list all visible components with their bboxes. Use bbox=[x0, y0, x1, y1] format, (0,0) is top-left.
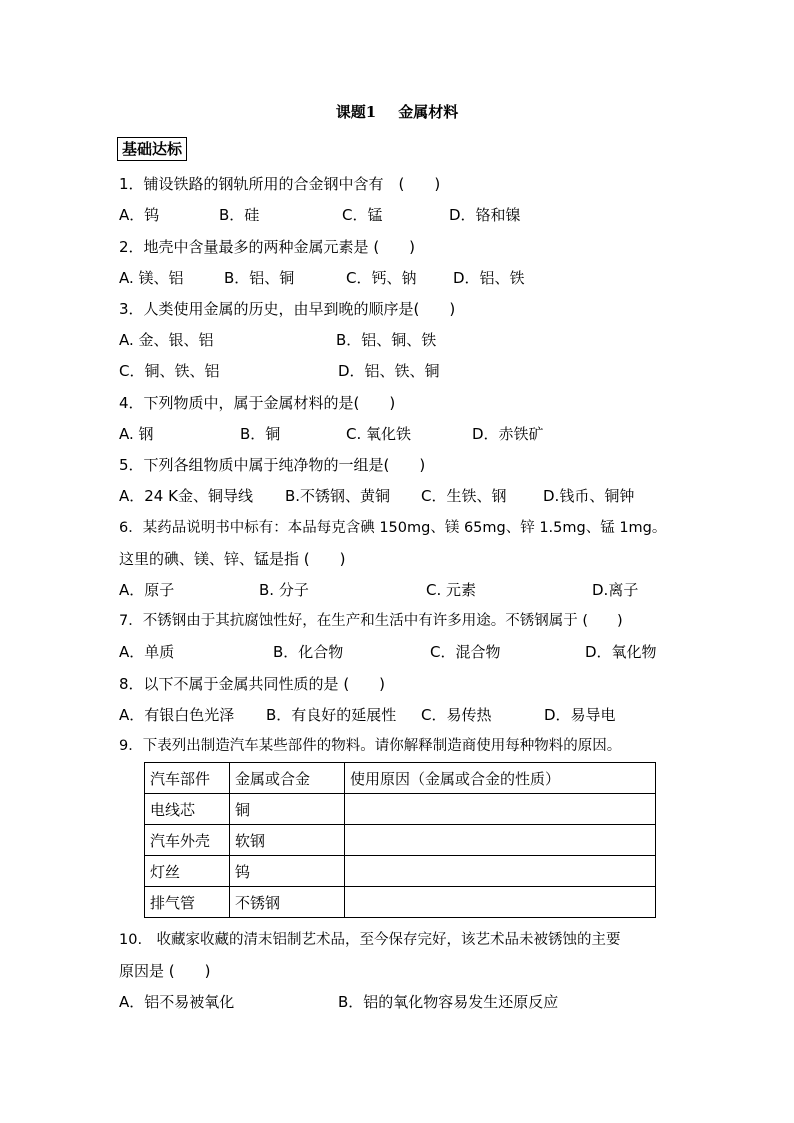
q6-option-b: B. 分子 bbox=[259, 581, 309, 599]
table-header: 汽车部件 bbox=[145, 763, 230, 794]
table-cell: 钨 bbox=[230, 856, 345, 887]
q5-option-c: C．生铁、钢 bbox=[421, 487, 507, 505]
table-row bbox=[145, 887, 656, 918]
table-cell: 电线芯 bbox=[145, 794, 230, 825]
q4-option-c: C. 氧化铁 bbox=[346, 425, 412, 443]
q2-option-d: D．铝、铁 bbox=[453, 269, 525, 287]
question-2: 2．地壳中含量最多的两种金属元素是 ( ) bbox=[119, 238, 416, 256]
q2-option-b: B．铝、铜 bbox=[224, 269, 295, 287]
table-cell-answer[interactable] bbox=[345, 825, 656, 856]
q7-option-a: A．单质 bbox=[119, 643, 175, 661]
table-cell-answer[interactable] bbox=[345, 887, 656, 918]
q6-option-d: D.离子 bbox=[592, 581, 639, 599]
q7-option-c: C．混合物 bbox=[430, 643, 501, 661]
q7-option-d: D．氧化物 bbox=[585, 643, 657, 661]
q5-option-a: A．24 K金、铜导线 bbox=[119, 487, 253, 505]
q8-option-c: C．易传热 bbox=[421, 706, 492, 724]
q3-option-b: B．铝、铜、铁 bbox=[336, 331, 437, 349]
q3-option-d: D．铝、铁、铜 bbox=[338, 362, 440, 380]
question-9: 9．下表列出制造汽车某些部件的物料。请你解释制造商使用每种物料的原因。 bbox=[119, 738, 622, 754]
q10-option-b: B．铝的氧化物容易发生还原反应 bbox=[338, 993, 559, 1011]
q1-option-c: C．锰 bbox=[342, 206, 383, 224]
q8-option-b: B．有良好的延展性 bbox=[266, 706, 397, 724]
q6-option-c: C. 元素 bbox=[426, 581, 477, 599]
q8-option-d: D．易导电 bbox=[544, 706, 616, 724]
table-cell-answer[interactable] bbox=[345, 794, 656, 825]
lesson-topic: 金属材料 bbox=[398, 103, 459, 121]
question-3: 3．人类使用金属的历史，由早到晚的顺序是( ) bbox=[119, 300, 456, 318]
question-6: 6．某药品说明书中标有：本品每克含碘 150mg、镁 65mg、锌 1.5mg、锰 1mg。 bbox=[119, 520, 667, 536]
question-5: 5．下列各组物质中属于纯净物的一组是( ) bbox=[119, 456, 426, 474]
table-header-row bbox=[145, 763, 656, 794]
question-10: 10. 收藏家收藏的清末铝制艺术品，至今保存完好，该艺术品未被锈蚀的主要 bbox=[119, 932, 621, 948]
q4-option-d: D．赤铁矿 bbox=[472, 425, 544, 443]
q8-option-a: A．有银白色光泽 bbox=[119, 706, 235, 724]
question-7: 7．不锈钢由于其抗腐蚀性好，在生产和生活中有许多用途。不锈钢属于 ( ) bbox=[119, 613, 623, 629]
table-cell: 软钢 bbox=[230, 825, 345, 856]
section-label: 基础达标 bbox=[117, 137, 187, 161]
lesson-number: 课题1 bbox=[335, 103, 377, 121]
question-1: 1．铺设铁路的钢轨所用的合金钢中含有 ( ) bbox=[119, 175, 441, 193]
q6-option-a: A．原子 bbox=[119, 581, 175, 599]
table-header: 金属或合金 bbox=[230, 763, 345, 794]
table-cell: 不锈钢 bbox=[230, 887, 345, 918]
table-row bbox=[145, 794, 656, 825]
parts-table bbox=[144, 762, 656, 918]
table-cell-answer[interactable] bbox=[345, 856, 656, 887]
q1-option-b: B．硅 bbox=[219, 206, 260, 224]
table-cell: 汽车外壳 bbox=[145, 825, 230, 856]
q5-option-d: D.钱币、铜钟 bbox=[543, 487, 635, 505]
q1-option-d: D．铬和镍 bbox=[449, 206, 521, 224]
q3-option-a: A. 金、银、铝 bbox=[119, 331, 214, 349]
table-row bbox=[145, 856, 656, 887]
q1-option-a: A．钨 bbox=[119, 206, 160, 224]
q7-option-b: B．化合物 bbox=[273, 643, 344, 661]
question-4: 4．下列物质中，属于金属材料的是( ) bbox=[119, 394, 396, 412]
table-cell: 铜 bbox=[230, 794, 345, 825]
q3-option-c: C．铜、铁、铝 bbox=[119, 362, 220, 380]
q2-option-a: A. 镁、铝 bbox=[119, 269, 184, 287]
q5-option-b: B.不锈钢、黄铜 bbox=[285, 487, 391, 505]
table-header: 使用原因（金属或合金的性质） bbox=[345, 763, 656, 794]
table-row bbox=[145, 825, 656, 856]
q2-option-c: C．钙、钠 bbox=[346, 269, 417, 287]
question-10-continued: 原因是 ( ) bbox=[119, 962, 211, 980]
question-6-continued: 这里的碘、镁、锌、锰是指 ( ) bbox=[119, 550, 346, 568]
q4-option-b: B．铜 bbox=[240, 425, 281, 443]
table-cell: 排气管 bbox=[145, 887, 230, 918]
q10-option-a: A．铝不易被氧化 bbox=[119, 993, 235, 1011]
question-8: 8．以下不属于金属共同性质的是 ( ) bbox=[119, 675, 386, 693]
q4-option-a: A. 钢 bbox=[119, 425, 154, 443]
table-cell: 灯丝 bbox=[145, 856, 230, 887]
page-title bbox=[0, 101, 794, 122]
